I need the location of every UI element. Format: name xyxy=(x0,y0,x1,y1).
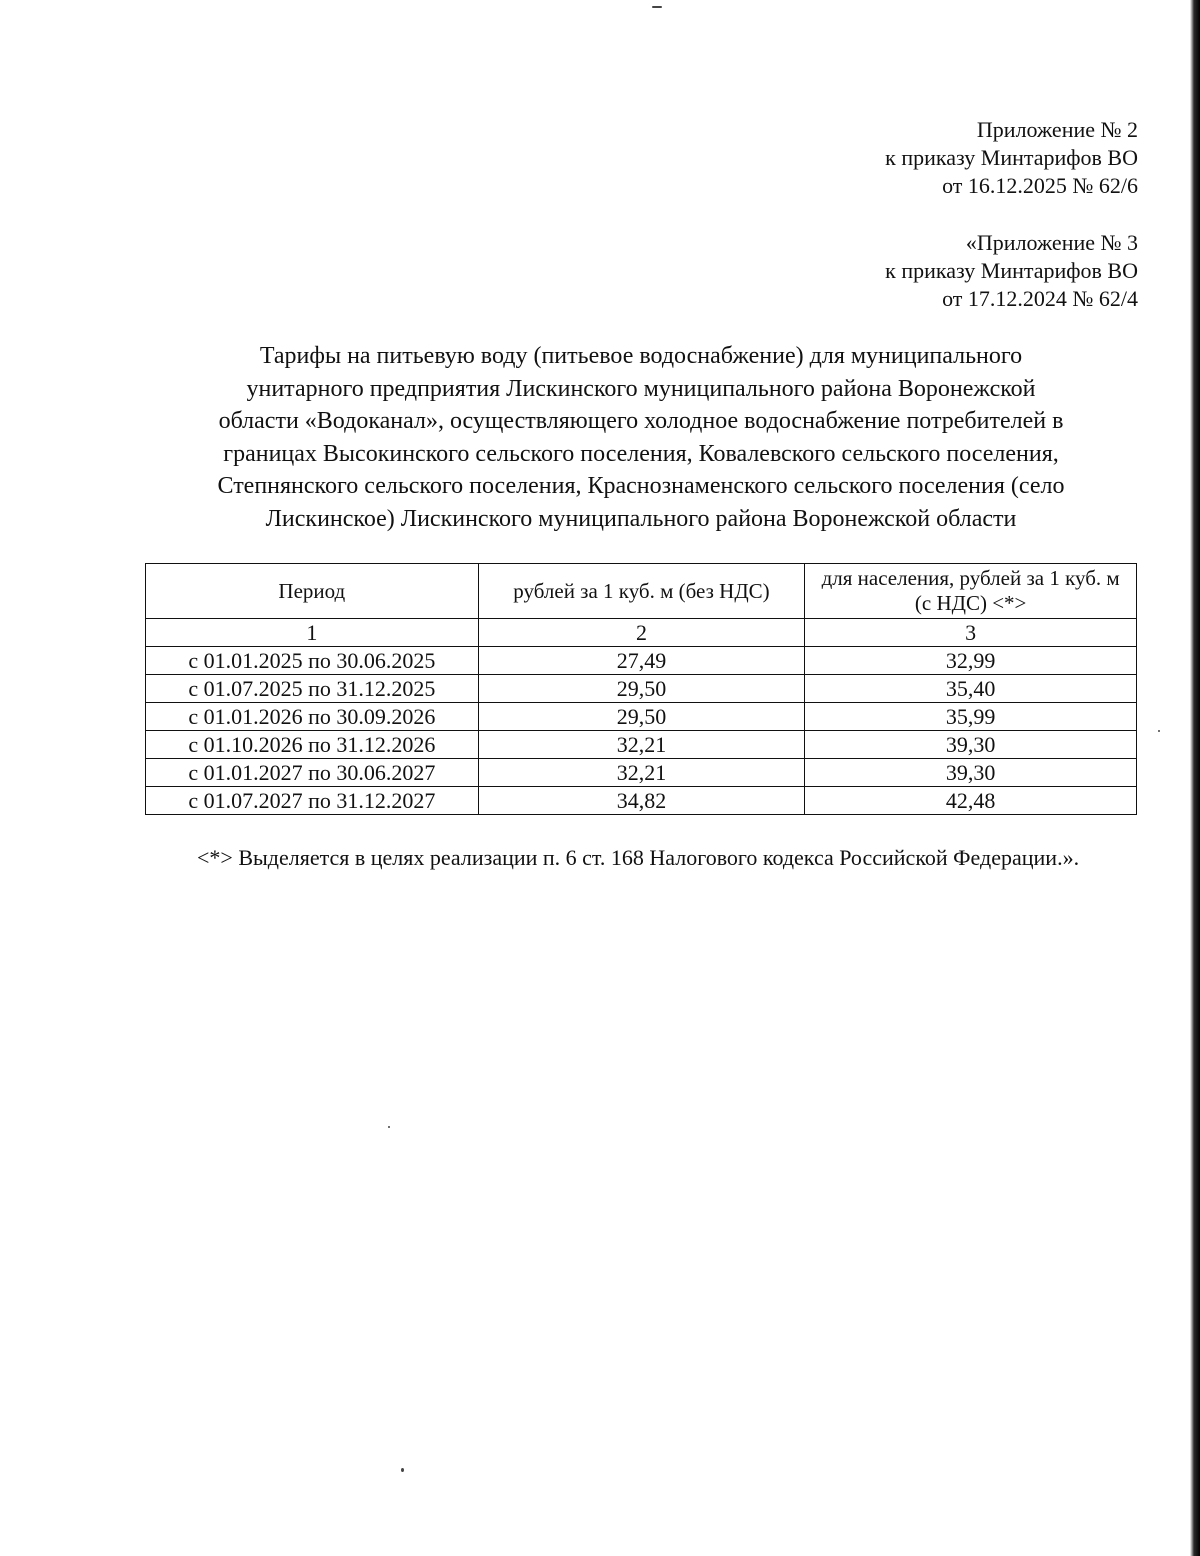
price-with-vat-cell: 42,48 xyxy=(805,787,1137,815)
table-row xyxy=(146,731,1137,759)
document-title xyxy=(145,340,1137,535)
period-cell: с 01.07.2027 по 31.12.2027 xyxy=(146,787,479,815)
price-no-vat-cell: 32,21 xyxy=(478,759,805,787)
price-no-vat-cell: 29,50 xyxy=(478,675,805,703)
period-cell: с 01.10.2026 по 31.12.2026 xyxy=(146,731,479,759)
appendix-line: от 16.12.2025 № 62/6 xyxy=(942,173,1138,198)
column-number: 2 xyxy=(478,619,805,647)
column-number: 1 xyxy=(146,619,479,647)
appendix-line: Приложение № 2 xyxy=(976,117,1138,142)
price-with-vat-cell: 39,30 xyxy=(805,731,1137,759)
price-no-vat-cell: 32,21 xyxy=(478,731,805,759)
table-header-row xyxy=(146,564,1137,619)
column-number: 3 xyxy=(805,619,1137,647)
scan-speck xyxy=(401,1468,404,1472)
period-cell: с 01.01.2026 по 30.09.2026 xyxy=(146,703,479,731)
table-row xyxy=(146,647,1137,675)
title-line: Тарифы на питьевую воду (питьевое водоснабжение) для муниципального xyxy=(259,343,1023,369)
appendix-header-original xyxy=(885,229,1138,313)
header-price-no-vat: рублей за 1 куб. м (без НДС) xyxy=(478,564,805,619)
title-line: Лискинское) Лискинского муниципального района Воронежской области xyxy=(265,505,1017,532)
scan-edge xyxy=(1190,0,1200,1556)
appendix-line: «Приложение № 3 xyxy=(965,230,1138,255)
scan-speck xyxy=(1158,730,1160,732)
appendix-line: к приказу Минтарифов ВО xyxy=(885,145,1138,170)
price-no-vat-cell: 34,82 xyxy=(478,787,805,815)
column-number-row xyxy=(146,619,1137,647)
price-with-vat-cell: 39,30 xyxy=(805,759,1137,787)
period-cell: с 01.01.2025 по 30.06.2025 xyxy=(146,647,479,675)
header-price-with-vat: для населения, рублей за 1 куб. м (с НДС) <*> xyxy=(805,564,1137,619)
title-line: Степнянского сельского поселения, Краснознаменского сельского поселения (село xyxy=(217,473,1065,499)
title-line: унитарного предприятия Лискинского муниципального района Воронежской xyxy=(246,375,1036,402)
table-row xyxy=(146,787,1137,815)
tariff-table xyxy=(145,563,1137,815)
table-row xyxy=(146,703,1137,731)
price-with-vat-cell: 35,99 xyxy=(805,703,1137,731)
price-with-vat-cell: 35,40 xyxy=(805,675,1137,703)
appendix-line: к приказу Минтарифов ВО xyxy=(885,258,1138,283)
period-cell: с 01.01.2027 по 30.06.2027 xyxy=(146,759,479,787)
table-row xyxy=(146,759,1137,787)
header-period: Период xyxy=(146,564,479,619)
price-with-vat-cell: 32,99 xyxy=(805,647,1137,675)
appendix-header-current xyxy=(885,116,1138,200)
price-no-vat-cell: 29,50 xyxy=(478,703,805,731)
title-line: области «Водоканал», осуществляющего холодное водоснабжение потребителей в xyxy=(218,408,1064,434)
title-line: границах Высокинского сельского поселения, Ковалевского сельского поселения, xyxy=(223,440,1059,467)
price-no-vat-cell: 27,49 xyxy=(478,647,805,675)
scan-speck xyxy=(388,1126,390,1128)
appendix-line: от 17.12.2024 № 62/4 xyxy=(942,286,1138,311)
table-row xyxy=(146,675,1137,703)
footnote: <*> Выделяется в целях реализации п. 6 ст. 168 Налогового кодекса Российской Федерации.». xyxy=(197,845,1080,870)
scan-speck xyxy=(652,6,662,8)
period-cell: с 01.07.2025 по 31.12.2025 xyxy=(146,675,479,703)
